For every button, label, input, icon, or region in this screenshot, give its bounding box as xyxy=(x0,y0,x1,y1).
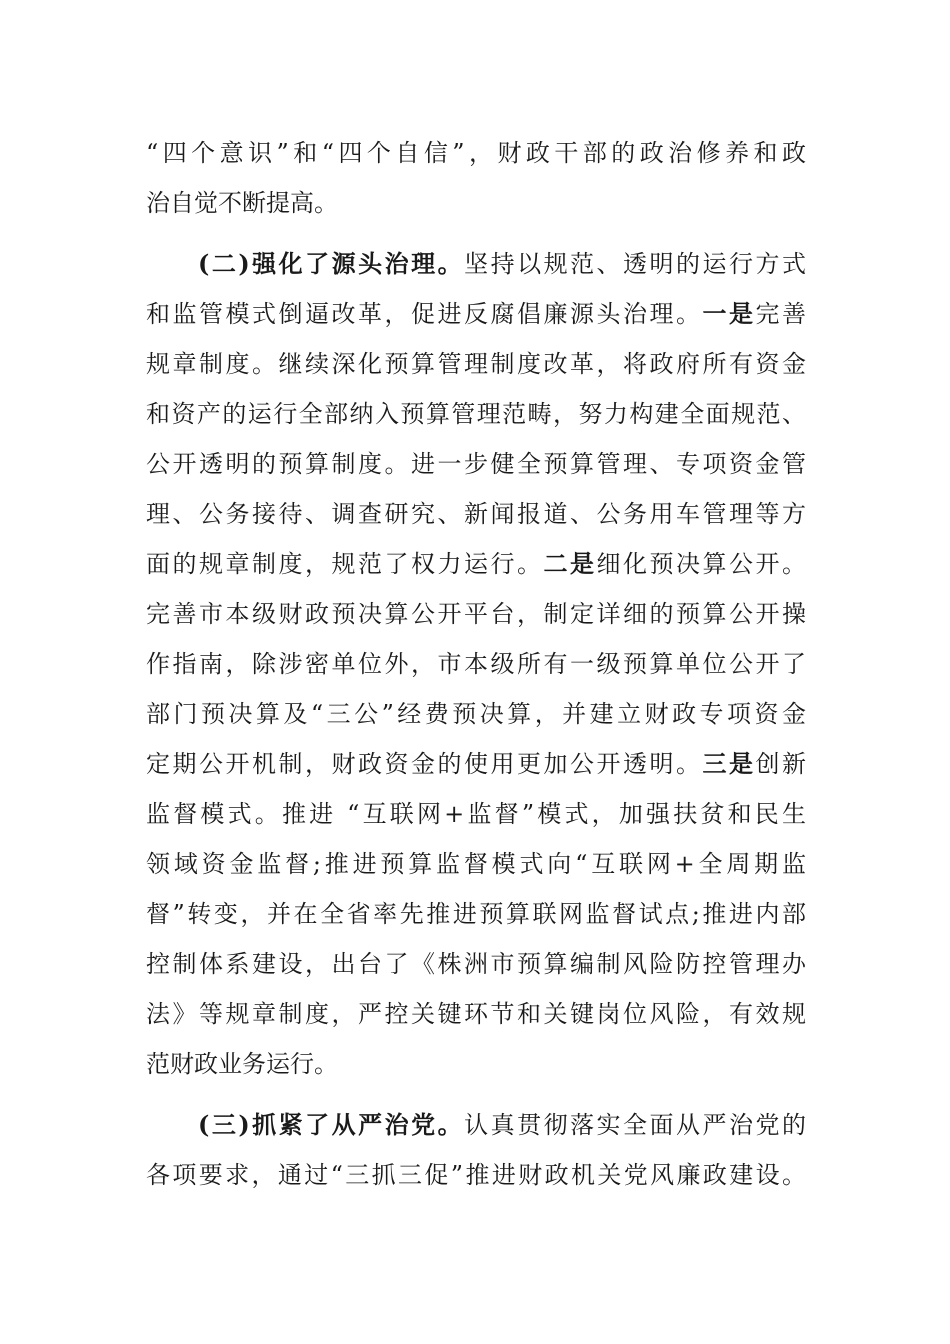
line-text: 细化预决算公开。 xyxy=(596,550,806,578)
section-heading: (二)强化了源头治理。 xyxy=(198,249,465,278)
paragraph-line: 规章制度。继续深化预算管理制度改革，将政府所有资金 xyxy=(146,350,806,378)
heading-line-text: 认真贯彻落实全面从严治党的 xyxy=(464,1111,806,1139)
emphasis-text: 二是 xyxy=(543,549,597,578)
paragraph-line: 公开透明的预算制度。进一步健全预算管理、专项资金管 xyxy=(146,450,806,478)
paragraph-line: “四个意识”和“四个自信”，财政干部的政治修养和政 xyxy=(146,139,806,167)
paragraph-line: 法》等规章制度，严控关键环节和关键岗位风险，有效规 xyxy=(146,1000,806,1028)
paragraph-line xyxy=(146,298,806,330)
line-text: 创新 xyxy=(755,750,806,778)
heading-line-text: 坚持以规范、透明的运行方式 xyxy=(464,250,806,278)
line-text: 和监管模式倒逼改革，促进反腐倡廉源头治理。 xyxy=(146,300,703,328)
emphasis-text: 三是 xyxy=(702,749,756,778)
paragraph-line: 范财政业务运行。 xyxy=(146,1050,338,1078)
paragraph-line: 领域资金监督;推进预算监督模式向“互联网+全周期监 xyxy=(146,850,806,878)
paragraph-line: 作指南，除涉密单位外，市本级所有一级预算单位公开了 xyxy=(146,650,806,678)
paragraph-line: 控制体系建设，出台了《株洲市预算编制风险防控管理办 xyxy=(146,950,806,978)
paragraph-line: 理、公务接待、调查研究、新闻报道、公务用车管理等方 xyxy=(146,500,806,528)
paragraph-line xyxy=(146,548,806,580)
paragraph-line: 各项要求，通过“三抓三促”推进财政机关党风廉政建设。 xyxy=(146,1161,806,1189)
line-text: 定期公开机制，财政资金的使用更加公开透明。 xyxy=(146,750,703,778)
emphasis-text: 一是 xyxy=(702,299,756,328)
section-heading: (三)抓紧了从严治党。 xyxy=(198,1110,465,1139)
paragraph-line: 监督模式。推进 “互联网+监督”模式，加强扶贫和民生 xyxy=(146,800,806,828)
paragraph-line: 完善市本级财政预决算公开平台，制定详细的预算公开操 xyxy=(146,600,806,628)
line-text: 完善 xyxy=(755,300,806,328)
paragraph-line: 部门预决算及“三公”经费预决算，并建立财政专项资金 xyxy=(146,700,806,728)
line-text: 面的规章制度，规范了权力运行。 xyxy=(146,550,544,578)
paragraph-line: 治自觉不断提高。 xyxy=(146,189,338,217)
section-heading-line xyxy=(198,248,806,280)
section-heading-line xyxy=(198,1109,806,1141)
paragraph-line: 督”转变，并在全省率先推进预算联网监督试点;推进内部 xyxy=(146,900,806,928)
paragraph-line xyxy=(146,748,806,780)
paragraph-line: 和资产的运行全部纳入预算管理范畴，努力构建全面规范、 xyxy=(146,400,806,428)
